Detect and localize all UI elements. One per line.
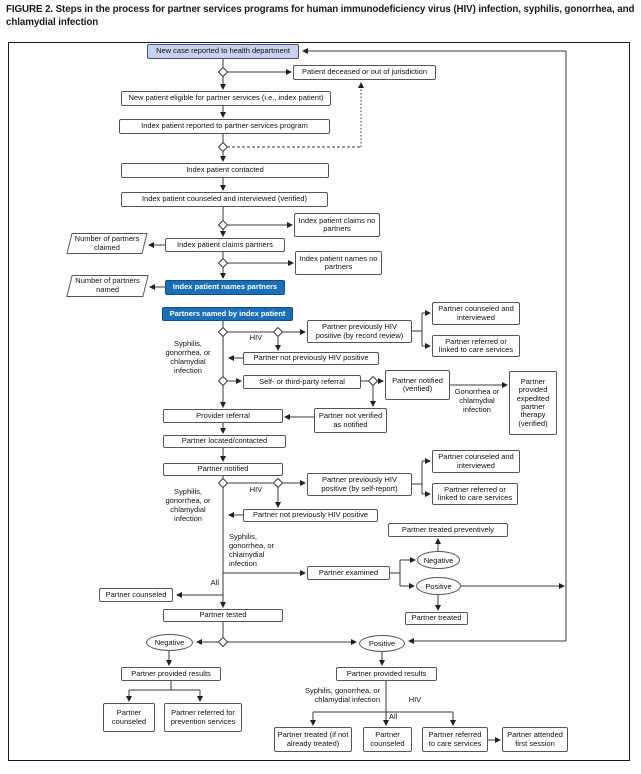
node-results-positive: Partner provided results: [336, 667, 437, 681]
node-self-third-party-referral: Self- or third-party referral: [243, 375, 361, 389]
node-referred-care-3: Partner referred to care services: [422, 727, 488, 752]
node-not-verified-notified: Partner not verified as notified: [314, 408, 387, 433]
node-patient-eligible: New patient eligible for partner services (i.e., index patient): [121, 91, 331, 106]
number-partners-named-label: Number of partners named: [75, 276, 140, 294]
oval-positive-test: Positive: [359, 635, 405, 652]
node-treated-if-needed: Partner treated (if not already treated): [274, 727, 352, 752]
edge-label-gonorrhea-chlamydia: Gonorrhea or chlamydial infection: [454, 387, 500, 414]
node-claims-partners: Index patient claims partners: [165, 238, 285, 252]
node-counseled-negative: Partner counseled: [103, 703, 155, 732]
node-treated-preventively: Partner treated preventively: [388, 523, 508, 537]
node-notified-verified: Partner notified (verified): [385, 370, 450, 400]
edge-label-hiv-3: HIV: [408, 695, 422, 704]
node-counseled-positive: Partner counseled: [363, 727, 412, 752]
edge-label-all-2: All: [389, 712, 398, 721]
node-counseled-interviewed: Index patient counseled and interviewed (verified): [121, 192, 328, 207]
oval-negative-test: Negative: [146, 634, 193, 651]
node-provider-referral: Provider referral: [163, 409, 283, 423]
node-names-no-partners: Index patient names no partners: [295, 251, 382, 275]
node-partner-examined: Partner examined: [307, 566, 390, 580]
node-not-prev-positive-1: Partner not previously HIV positive: [243, 352, 379, 365]
edge-label-syphilis-3: Syphilis, gonorrhea, or chlamydial infection: [229, 532, 275, 568]
node-partners-named: Partners named by index patient: [162, 307, 293, 321]
edge-label-syphilis-1: Syphilis, gonorrhea, or chlamydial infection: [165, 339, 211, 375]
node-referred-care-1: Partner referred or linked to care services: [432, 335, 520, 357]
node-expedited-partner-therapy: Partner provided expedited partner therapy (verified): [509, 371, 557, 435]
node-patient-deceased: Patient deceased or out of jurisdiction: [293, 65, 436, 80]
node-attended-first-session: Partner attended first session: [502, 727, 568, 752]
node-number-partners-claimed: [66, 233, 147, 254]
node-number-partners-named: [66, 275, 148, 297]
node-partner-tested: Partner tested: [163, 609, 283, 622]
node-partner-notified: Partner notified: [163, 463, 283, 476]
node-names-partners: Index patient names partners: [165, 280, 285, 295]
node-results-negative: Partner provided results: [121, 667, 221, 681]
edge-label-syphilis-4: Syphilis, gonorrhea, or chlamydial infection: [304, 686, 380, 704]
node-claims-no-partners: Index patient claims no partners: [294, 213, 380, 237]
edge-label-all-1: All: [210, 578, 219, 587]
node-counseled-interviewed-2: Partner counseled and interviewed: [432, 450, 520, 473]
edge-label-syphilis-2: Syphilis, gonorrhea, or chlamydial infection: [165, 487, 211, 523]
node-referred-prevention: Partner referred for prevention services: [164, 703, 242, 732]
node-referred-care-2: Partner referred or linked to care services: [432, 483, 518, 505]
node-prev-positive-record: Partner previously HIV positive (by record review): [307, 320, 412, 343]
node-counseled-interviewed-1: Partner counseled and interviewed: [432, 302, 520, 325]
edge-label-hiv-2: HIV: [249, 485, 263, 494]
node-not-prev-positive-2: Partner not previously HIV positive: [243, 509, 378, 522]
figure-title: FIGURE 2. Steps in the process for partner services programs for human immunodeficiency virus (HIV) infection, syphilis, gonorrhea, and chlamydial infection: [6, 4, 635, 28]
node-prev-positive-self: Partner previously HIV positive (by self-report): [307, 473, 412, 496]
oval-positive-exam: Positive: [416, 577, 461, 595]
node-partner-counseled-all: Partner counseled: [99, 588, 173, 602]
node-reported-to-program: Index patient reported to partner services program: [119, 119, 330, 134]
node-partner-located: Partner located/contacted: [163, 435, 286, 448]
oval-negative-exam: Negative: [417, 551, 460, 569]
number-partners-claimed-label: Number of partners claimed: [74, 233, 140, 252]
node-patient-contacted: Index patient contacted: [121, 163, 329, 178]
node-new-case: New case reported to health department: [147, 44, 299, 59]
node-partner-treated: Partner treated: [405, 612, 468, 625]
edge-label-hiv-1: HIV: [249, 333, 263, 342]
